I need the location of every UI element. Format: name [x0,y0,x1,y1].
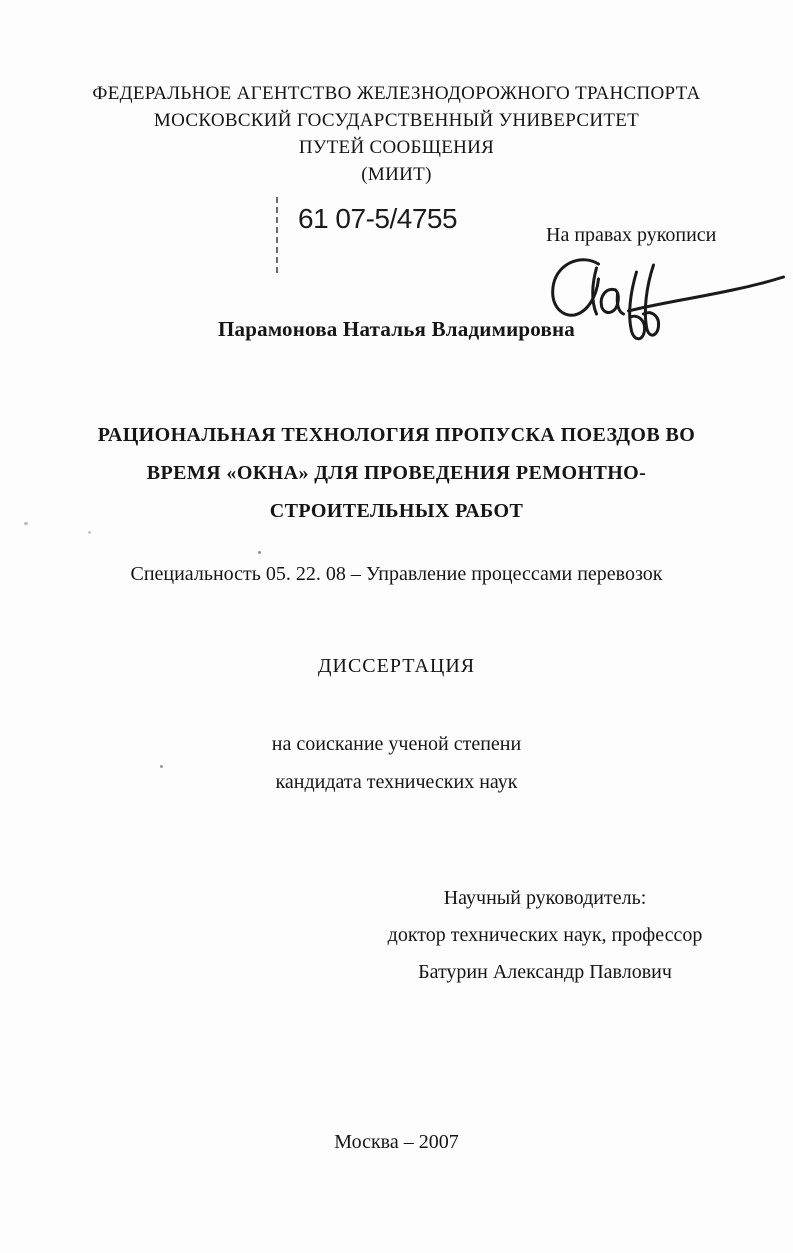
institution-line-abbreviation: (МИИТ) [361,164,432,185]
supervisor-degrees: доктор технических наук, профессор [387,924,703,946]
institution-line-agency: ФЕДЕРАЛЬНОЕ АГЕНТСТВО ЖЕЛЕЗНОДОРОЖНОГО ТРАНСПОРТА [92,83,701,104]
scan-speck [88,531,91,534]
scan-speck [258,551,261,554]
catalog-number-stamp: 61 07-5/4755 [298,203,458,234]
scan-speck [24,522,28,525]
dotted-margin-line [276,197,278,273]
city-year-line: Москва – 2007 [334,1131,459,1153]
title-line-2: ВРЕМЯ «ОКНА» ДЛЯ ПРОВЕДЕНИЯ РЕМОНТНО- [146,462,647,484]
document-type-heading: ДИССЕРТАЦИЯ [317,655,476,677]
title-line-1: РАЦИОНАЛЬНАЯ ТЕХНОЛОГИЯ ПРОПУСКА ПОЕЗДОВ ВО [97,424,696,446]
degree-line-1: на соискание ученой степени [271,733,522,755]
supervisor-block [360,880,730,991]
degree-block [0,725,793,801]
institution-line-department: ПУТЕЙ СООБЩЕНИЯ [298,137,495,158]
dissertation-title [0,416,793,530]
supervisor-heading: Научный руководитель: [443,887,647,909]
degree-line-2: кандидата технических наук [275,771,518,793]
scan-speck [160,765,163,768]
title-line-3: СТРОИТЕЛЬНЫХ РАБОТ [269,500,524,522]
institution-line-university: МОСКОВСКИЙ ГОСУДАРСТВЕННЫЙ УНИВЕРСИТЕТ [153,110,640,131]
specialty-line: Специальность 05. 22. 08 – Управление процессами перевозок [130,563,663,585]
supervisor-name: Батурин Александр Павлович [418,961,672,983]
manuscript-rights-note: На правах рукописи [546,224,717,246]
institution-header [0,80,793,188]
author-name: Парамонова Наталья Владимировна [218,317,575,341]
